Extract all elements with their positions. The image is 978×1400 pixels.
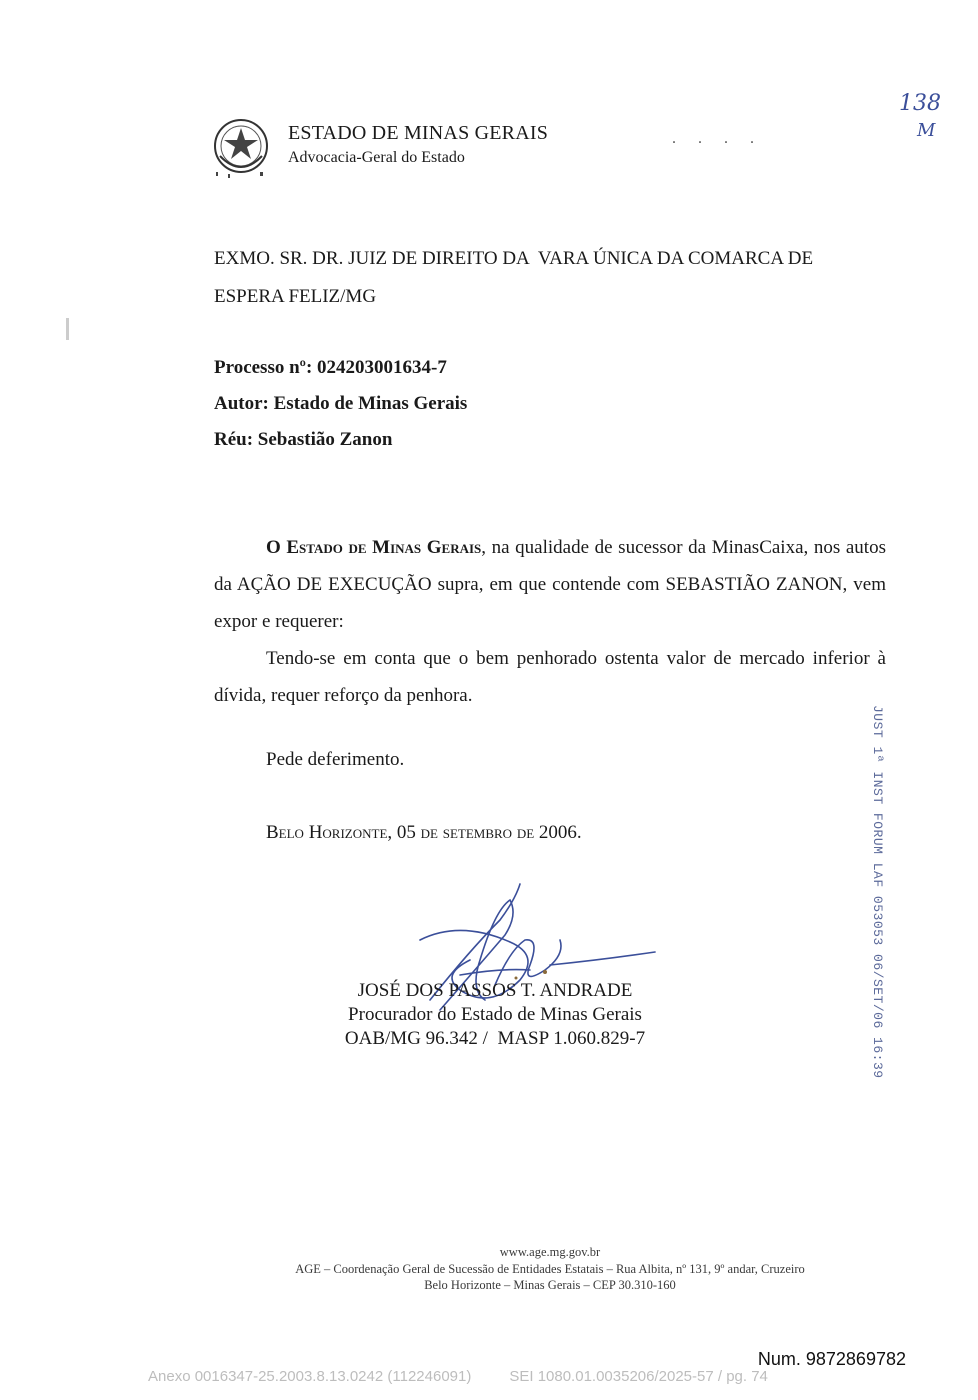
decorative-dots: . . . . bbox=[672, 130, 763, 147]
case-info bbox=[214, 350, 467, 458]
scan-speck bbox=[66, 318, 69, 340]
addressee-block bbox=[214, 240, 886, 316]
signatory-name: JOSÉ DOS PASSOS T. ANDRADE bbox=[357, 980, 633, 1001]
handwritten-page-number bbox=[897, 88, 947, 144]
footer-address-2: Belo Horizonte – Minas Gerais – CEP 30.310-160 bbox=[424, 1278, 676, 1292]
petition-paragraph-2: Tendo-se em conta que o bem penhorado ostenta valor de mercado inferior à dívida, requer reforço da penhora. bbox=[214, 648, 886, 706]
signatory-block bbox=[310, 979, 680, 1051]
org-subtitle: Advocacia-Geral do Estado bbox=[288, 149, 465, 166]
signatory-title: Procurador do Estado de Minas Gerais bbox=[348, 1004, 642, 1025]
signatory-registration: OAB/MG 96.342 / MASP 1.060.829-7 bbox=[344, 1028, 646, 1049]
process-number: Processo nº: 024203001634-7 bbox=[214, 357, 447, 378]
handwritten-mark-text: M bbox=[917, 120, 936, 141]
footer-address-1: AGE – Coordenação Geral de Sucessão de Entidades Estatais – Rua Albita, nº 131, 9º andar, Cruzeiro bbox=[295, 1261, 805, 1276]
org-name: ESTADO DE MINAS GERAIS bbox=[288, 122, 549, 144]
document-number: Num. 9872869782 bbox=[757, 1349, 906, 1369]
annex-reference bbox=[148, 1368, 868, 1385]
addressee-line-2: ESPERA FELIZ/MG bbox=[214, 286, 377, 307]
petition-body bbox=[214, 529, 886, 714]
petition-paragraph-1-text: , na qualidade de sucessor da MinasCaixa, nos autos da AÇÃO DE EXECUÇÃO supra, em que contende com SEBASTIÃO ZANON, vem expor e requerer: bbox=[214, 537, 886, 632]
case-defendant: Réu: Sebastião Zanon bbox=[214, 429, 393, 450]
protocol-stamp: JUST 1ª INST FORUM LAF 053053 06/SET/06 16:39 bbox=[870, 705, 885, 1079]
footer-website: www.age.mg.gov.br bbox=[499, 1245, 601, 1259]
annex-left: Anexo 0016347-25.2003.8.13.0242 (112246091) bbox=[148, 1368, 472, 1385]
date-line: Belo Horizonte, 05 de setembro de 2006. bbox=[266, 822, 582, 843]
petitioner-name: O Estado de Minas Gerais bbox=[266, 537, 482, 558]
addressee-line-1: EXMO. SR. DR. JUIZ DE DIREITO DA VARA ÚNICA DA COMARCA DE bbox=[214, 248, 814, 269]
closing-phrase: Pede deferimento. bbox=[266, 749, 405, 770]
state-coat-of-arms-icon bbox=[212, 116, 270, 178]
petition-paragraph-1 bbox=[214, 529, 886, 640]
annex-right: SEI 1080.01.0035206/2025-57 / pg. 74 bbox=[509, 1368, 768, 1385]
handwritten-number-text: 138 bbox=[899, 91, 941, 116]
letterhead-footer bbox=[214, 1244, 886, 1294]
handwritten-number-drawing bbox=[897, 88, 947, 144]
case-author: Autor: Estado de Minas Gerais bbox=[214, 393, 468, 414]
